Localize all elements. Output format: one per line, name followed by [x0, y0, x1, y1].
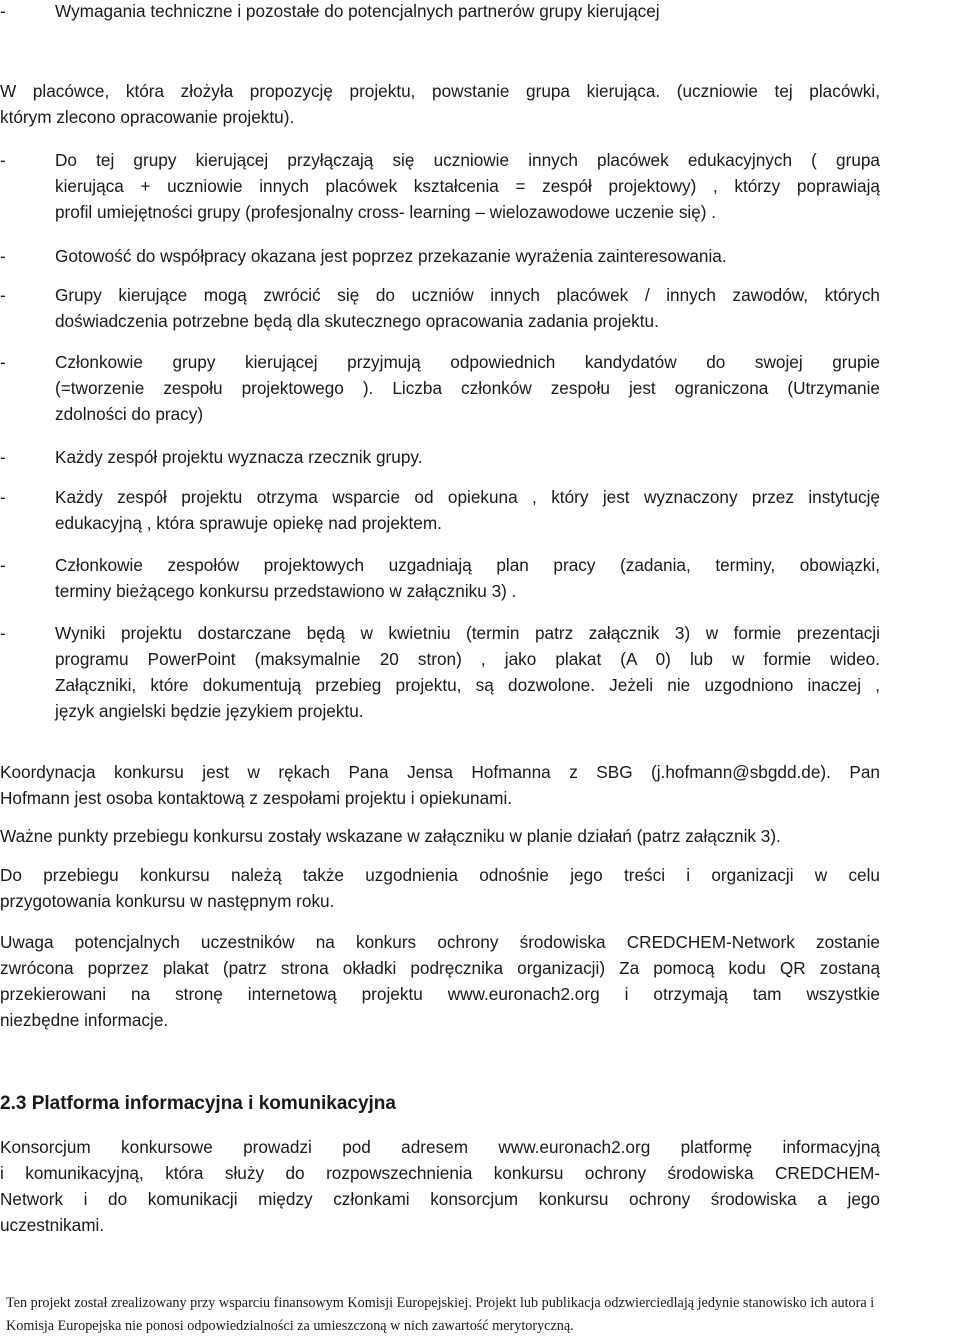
bullet-5-line-1: Każdy zespół projektu wyznacza rzecznik grupy. [55, 447, 423, 467]
attention-line-1: Uwaga potencjalnych uczestników na konkurs ochrony środowiska CREDCHEM-Network zostanie [0, 932, 880, 952]
platform-line-4: uczestnikami. [0, 1215, 105, 1235]
preparation-line-2: przygotowania konkursu w następnym roku. [0, 891, 335, 911]
bullet-1-line-3: profil umiejętności grupy (profesjonalny cross- learning – wielozawodowe uczenie się) . [55, 202, 717, 222]
bullet-6-line-1: Każdy zespół projektu otrzyma wsparcie od opiekuna , który jest wyznaczony przez instytucję [55, 487, 880, 507]
bullet-dash: - [0, 623, 6, 643]
coordination-line-2: Hofmann jest osoba kontaktową z zespołami projektu i opiekunami. [0, 788, 513, 808]
section-heading: 2.3 Platforma informacyjna i komunikacyjna [0, 1093, 396, 1114]
footer-line-2: Komisja Europejska nie ponosi odpowiedzialności za umieszczoną w nich zawartość merytoryczną. [6, 1318, 574, 1334]
intro-line-1: W placówce, która złożyła propozycję projektu, powstanie grupa kierująca. (uczniowie tej placówki, [0, 81, 880, 101]
bullet-dash: - [0, 246, 6, 266]
bullet-dash: - [0, 285, 6, 305]
attention-line-4: niezbędne informacje. [0, 1010, 169, 1030]
top-bullet-text: Wymagania techniczne i pozostałe do potencjalnych partnerów grupy kierującej [55, 1, 660, 21]
bullet-dash: - [0, 150, 6, 170]
bullet-dash: - [0, 555, 6, 575]
bullet-4-line-2: (=tworzenie zespołu projektowego ). Liczba członków zespołu jest ograniczona (Utrzymanie [55, 378, 880, 398]
preparation-line-1: Do przebiegu konkursu należą także uzgodnienia odnośnie jego treści i organizacji w celu [0, 865, 880, 885]
bullet-dash: - [0, 487, 6, 507]
bullet-8-line-2: programu PowerPoint (maksymalnie 20 stron) , jako plakat (A 0) lub w formie wideo. [55, 649, 880, 669]
footer-line-1: Ten projekt został zrealizowany przy wsparciu finansowym Komisji Europejskiej. Projekt lub publikacja odzwierciedlają jedynie stanowisko ich autora i [6, 1295, 875, 1311]
bullet-3-line-2: doświadczenia potrzebne będą dla skutecznego opracowania zadania projektu. [55, 311, 659, 331]
important-points-text: Ważne punkty przebiegu konkursu zostały wskazane w załączniku w planie działań (patrz załącznik 3). [0, 826, 781, 846]
platform-line-3: Network i do komunikacji między członkami konsorcjum konkursu ochrony środowiska a jego [0, 1189, 880, 1209]
intro-line-2: którym zlecono opracowanie projektu). [0, 107, 295, 127]
bullet-1-line-1: Do tej grupy kierującej przyłączają się uczniowie innych placówek edukacyjnych ( grupa [55, 150, 880, 170]
attention-line-3: przekierowani na stronę internetową projektu www.euronach2.org i otrzymają tam wszystkie [0, 984, 880, 1004]
bullet-8-line-4: język angielski będzie językiem projektu. [55, 701, 364, 721]
bullet-8-line-3: Załączniki, które dokumentują przebieg projektu, są dozwolone. Jeżeli nie uzgodniono inaczej , [55, 675, 880, 695]
bullet-2-line-1: Gotowość do współpracy okazana jest poprzez przekazanie wyrażenia zainteresowania. [55, 246, 727, 266]
bullet-8-line-1: Wyniki projektu dostarczane będą w kwietniu (termin patrz załącznik 3) w formie prezentacji [55, 623, 880, 643]
attention-line-2: zwrócona poprzez plakat (patrz strona okładki podręcznika organizacji) Za pomocą kodu QR zostaną [0, 958, 880, 978]
coordination-line-1: Koordynacja konkursu jest w rękach Pana Jensa Hofmanna z SBG (j.hofmann@sbgdd.de). Pan [0, 762, 880, 782]
platform-line-2: i komunikacyjną, która służy do rozpowszechnienia konkursu ochrony środowiska CREDCHEM- [0, 1163, 880, 1183]
bullet-4-line-3: zdolności do pracy) [55, 404, 204, 424]
platform-line-1: Konsorcjum konkursowe prowadzi pod adresem www.euronach2.org platformę informacyjną [0, 1137, 880, 1157]
bullet-6-line-2: edukacyjną , która sprawuje opiekę nad projektem. [55, 513, 442, 533]
bullet-3-line-1: Grupy kierujące mogą zwrócić się do uczniów innych placówek / innych zawodów, których [55, 285, 880, 305]
bullet-dash: - [0, 447, 6, 467]
bullet-7-line-1: Członkowie zespołów projektowych uzgadniają plan pracy (zadania, terminy, obowiązki, [55, 555, 880, 575]
bullet-1-line-2: kierująca + uczniowie innych placówek kształcenia = zespół projektowy) , którzy poprawiają [55, 176, 880, 196]
bullet-4-line-1: Członkowie grupy kierującej przyjmują odpowiednich kandydatów do swojej grupie [55, 352, 880, 372]
bullet-dash: - [0, 352, 6, 372]
bullet-dash: - [0, 1, 6, 21]
bullet-7-line-2: terminy bieżącego konkursu przedstawiono w załączniku 3) . [55, 581, 517, 601]
